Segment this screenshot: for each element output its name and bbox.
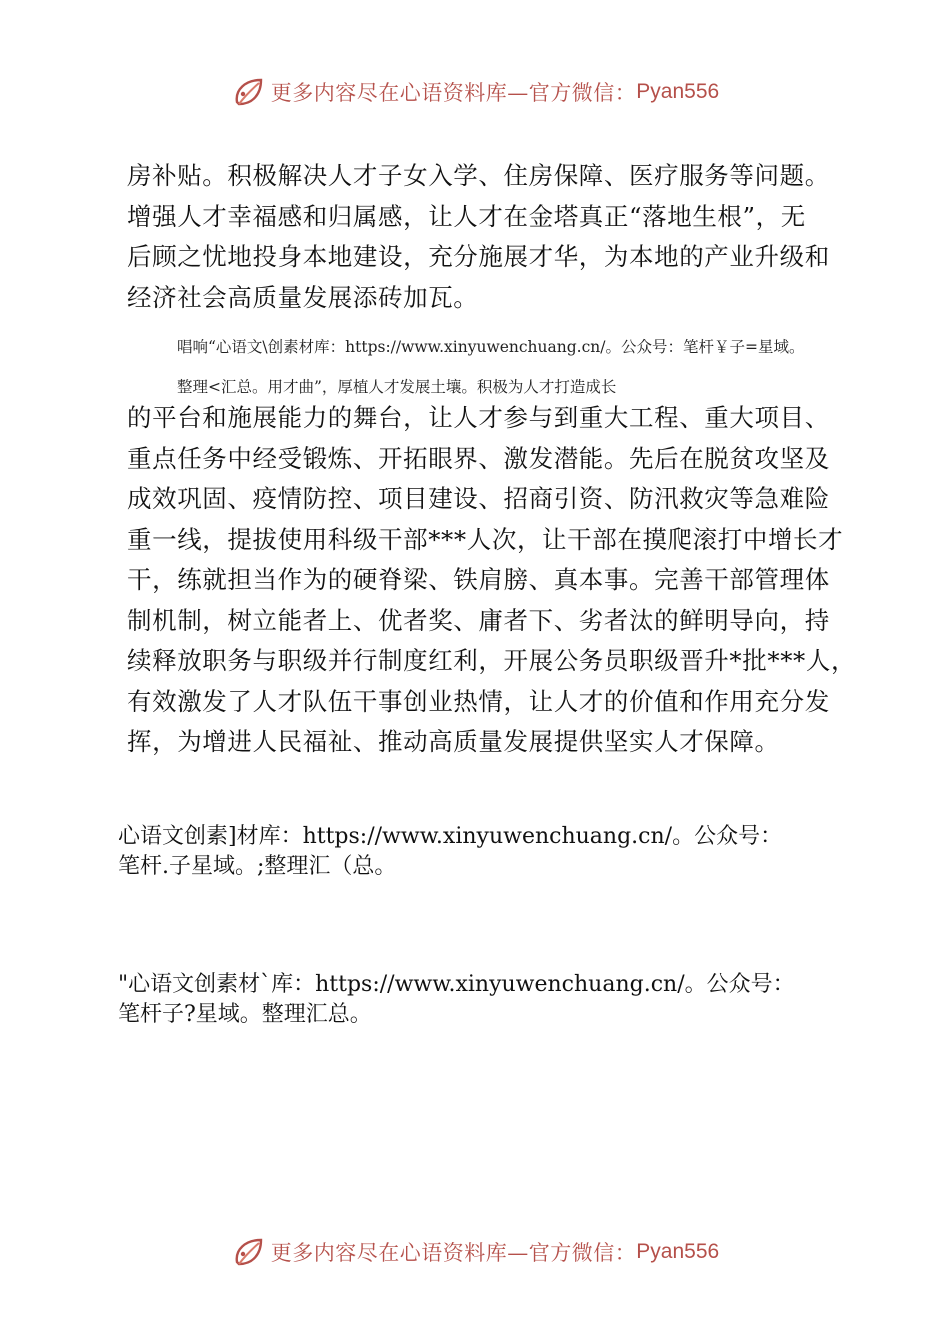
text-line: "心语文创素材`库：https://www.xinyuwenchuang.cn/。公众号：: [118, 972, 795, 997]
text-line: 笔杆子?星域。整理汇总。: [118, 1002, 372, 1027]
footer-banner: [0, 1228, 950, 1276]
text-line: 心语文创素]材库：https://www.xinyuwenchuang.cn/。公众号：: [118, 824, 783, 849]
watermark-note-2: 整理<汇总。用才曲”，厚植人才发展土壤。积极为人才打造成长: [177, 378, 617, 396]
banner-text: 更多内容尽在心语资料库—官方微信：: [270, 81, 637, 105]
watermark-note-1: 唱响“心语文\创素材库：https://www.xinyuwenchuang.cn/。公众号：笔杆￥子=星域。: [177, 338, 805, 356]
banner-wechat-id: Pyan556: [636, 1240, 720, 1263]
leaf-logo-icon: [231, 74, 267, 110]
source-note-1: [118, 822, 848, 882]
banner-wechat-id: Pyan556: [636, 80, 720, 103]
banner-text: 更多内容尽在心语资料库—官方微信：: [270, 1241, 637, 1265]
leaf-logo-icon: [231, 1234, 267, 1270]
body-paragraph-1: [127, 156, 830, 318]
text-line: 的平台和施展能力的舞台，让人才参与到重大工程、重大项目、: [127, 403, 830, 432]
text-line: 重一线，提拔使用科级干部***人次，让干部在摸爬滚打中增长才: [127, 524, 844, 554]
text-line: 笔杆.子星域。;整理汇（总。: [118, 854, 397, 879]
text-line: 干，练就担当作为的硬脊梁、铁肩膀、真本事。完善干部管理体: [127, 565, 830, 594]
body-paragraph-2: [127, 398, 857, 763]
source-note-2: [118, 970, 848, 1030]
text-line: 经济社会高质量发展添砖加瓦。: [127, 282, 479, 312]
header-banner: [0, 68, 950, 116]
text-line: 成效巩固、疫情防控、项目建设、招商引资、防汛救灾等急难险: [127, 484, 830, 513]
text-line: 后顾之忧地投身本地建设，充分施展才华，为本地的产业升级和: [127, 242, 830, 271]
text-line: 有效激发了人才队伍干事创业热情，让人才的价值和作用充分发: [127, 686, 830, 716]
text-line: 房补贴。积极解决人才子女入学、住房保障、医疗服务等问题。: [127, 161, 830, 190]
text-line: 增强人才幸福感和归属感，让人才在金塔真正“落地生根”，无: [127, 201, 806, 231]
text-line: 重点任务中经受锻炼、开拓眼界、激发潜能。先后在脱贫攻坚及: [127, 443, 830, 473]
text-line: 续释放职务与职级并行制度红利，开展公务员职级晋升*批***人，: [127, 646, 857, 675]
text-line: 挥，为增进人民福祉、推动高质量发展提供坚实人才保障。: [127, 727, 780, 756]
text-line: 制机制，树立能者上、优者奖、庸者下、劣者汰的鲜明导向，持: [127, 605, 830, 635]
